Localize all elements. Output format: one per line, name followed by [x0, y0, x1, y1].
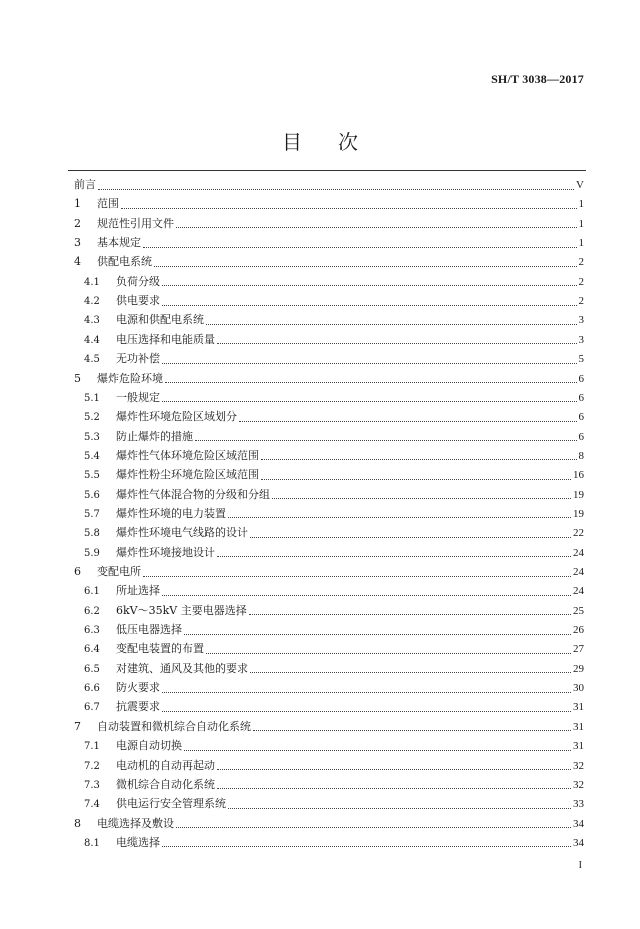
toc-entry-title: 一般规定	[116, 390, 160, 404]
toc-entry-title: 防火要求	[116, 681, 160, 695]
toc-entry-title: 前言	[74, 178, 96, 191]
toc-entry-number: 6	[74, 565, 81, 578]
toc-entry-page: 3	[578, 314, 584, 327]
toc-leader-dots	[249, 604, 571, 615]
toc-entry-number: 7.1	[84, 741, 100, 753]
toc-entry-page: 22	[573, 527, 584, 540]
toc-entry[interactable]	[84, 679, 584, 697]
toc-leader-dots	[261, 449, 577, 460]
toc-entry-page: 26	[573, 624, 584, 637]
toc-entry-page: 3	[578, 333, 584, 346]
toc-entry-page: 31	[573, 740, 584, 753]
toc-entry-page: 34	[573, 836, 584, 849]
toc-entry-page: 19	[573, 488, 584, 501]
toc-entry-page: 1	[578, 237, 584, 250]
page-number: I	[578, 860, 582, 871]
toc-entry[interactable]	[84, 776, 584, 794]
toc-top-rule	[68, 170, 586, 171]
toc-entry-page: 31	[573, 701, 584, 714]
toc-entry-number: 4.2	[84, 296, 100, 308]
toc-entry-page: 19	[573, 507, 584, 520]
toc-entry[interactable]	[84, 698, 584, 716]
toc-entry[interactable]	[84, 505, 584, 523]
toc-entry-page: 8	[578, 449, 584, 462]
toc-entry[interactable]	[84, 486, 584, 504]
toc-entry-title: 爆炸性粉尘环境危险区域范围	[116, 468, 259, 482]
toc-entry-page: 24	[573, 566, 584, 578]
toc-entry-number: 6.1	[84, 586, 100, 598]
toc-entry[interactable]	[84, 834, 584, 852]
toc-leader-dots	[154, 256, 577, 267]
toc-entry-page: 1	[578, 217, 584, 230]
page-title: 目次	[282, 130, 394, 154]
toc-leader-dots	[143, 237, 577, 248]
toc-entry-title: 6kV～35kV 主要电器选择	[116, 603, 247, 617]
toc-entry-title: 电源自动切换	[116, 739, 182, 753]
toc-leader-dots	[162, 275, 577, 286]
toc-entry-title: 供电运行安全管理系统	[116, 797, 226, 811]
toc-leader-dots	[250, 527, 571, 538]
toc-entry[interactable]	[84, 582, 584, 600]
toc-entry[interactable]	[84, 757, 584, 775]
toc-leader-dots	[239, 411, 577, 422]
toc-leader-dots	[217, 546, 571, 557]
toc-leader-dots	[162, 353, 577, 364]
toc-leader-dots	[176, 217, 577, 228]
toc-entry-page: 24	[573, 585, 584, 598]
toc-entry-page: 25	[573, 604, 584, 617]
toc-entry-page: 6	[578, 372, 584, 385]
toc-leader-dots	[165, 372, 577, 383]
toc-entry-number: 5.6	[84, 489, 100, 501]
toc-entry-title: 电源和供配电系统	[116, 313, 204, 327]
toc-entry[interactable]	[74, 370, 584, 388]
toc-entry-number: 5.1	[84, 392, 100, 404]
toc-leader-dots	[184, 624, 571, 635]
toc-entry-title: 无功补偿	[116, 352, 160, 366]
toc-leader-dots	[253, 720, 571, 731]
toc-entry[interactable]	[84, 292, 584, 310]
toc-entry-page: 6	[578, 391, 584, 404]
toc-entry[interactable]	[84, 273, 584, 291]
toc-entry-number: 7.2	[84, 760, 100, 772]
toc-leader-dots	[261, 469, 571, 480]
toc-entry-title: 所址选择	[116, 584, 160, 598]
toc-entry-title: 对建筑、通风及其他的要求	[116, 661, 248, 675]
toc-leader-dots	[176, 817, 571, 828]
toc-leader-dots	[195, 430, 577, 441]
toc-entry-number: 5.3	[84, 431, 100, 443]
toc-entry-title: 爆炸性环境电气线路的设计	[116, 526, 248, 540]
toc-leader-dots	[162, 701, 571, 712]
toc-entry-title: 变配电装置的布置	[116, 642, 204, 656]
toc-entry-page: 6	[578, 430, 584, 443]
toc-entry-title: 基本规定	[97, 236, 141, 250]
toc-entry-title: 电动机的自动再起动	[116, 758, 215, 772]
toc-entry[interactable]	[74, 215, 584, 233]
toc-entry-page: 16	[573, 469, 584, 482]
toc-entry-title: 规范性引用文件	[97, 216, 174, 230]
toc-entry-title: 爆炸性气体环境危险区域范围	[116, 448, 259, 462]
toc-entry-page: 27	[573, 643, 584, 656]
toc-entry[interactable]	[84, 389, 584, 407]
toc-entry[interactable]	[74, 815, 584, 833]
toc-entry[interactable]	[84, 447, 584, 465]
toc-entry-page: 29	[573, 662, 584, 675]
toc-entry-page: 2	[578, 256, 584, 269]
document-code: SH/T 3038—2017	[491, 72, 584, 86]
toc-entry-page: 2	[578, 275, 584, 288]
toc-leader-dots	[228, 798, 571, 809]
toc-entry[interactable]	[74, 253, 584, 271]
toc-entry-page: 32	[573, 778, 584, 791]
toc-entry-number: 8.1	[84, 837, 100, 849]
toc-leader-dots	[217, 759, 571, 770]
toc-entry-title: 抗震要求	[116, 700, 160, 714]
toc-entry-page: 6	[578, 411, 584, 424]
toc-leader-dots	[250, 662, 571, 673]
toc-entry-title: 供电要求	[116, 294, 160, 308]
toc-entry-title: 供配电系统	[97, 255, 152, 269]
toc-leader-dots	[162, 295, 577, 306]
toc-entry-title: 低压电器选择	[116, 623, 182, 637]
toc-entry[interactable]	[84, 795, 584, 813]
toc-entry[interactable]	[84, 408, 584, 426]
toc-entry-number: 2	[74, 216, 81, 230]
toc-entry-number: 6.5	[84, 663, 100, 675]
toc-entry-number: 5.2	[84, 412, 100, 424]
toc-entry-number: 6.3	[84, 625, 100, 637]
toc-entry-title: 范围	[97, 197, 119, 211]
toc-entry-title: 自动装置和微机综合自动化系统	[97, 719, 251, 733]
toc-leader-dots	[162, 585, 571, 596]
toc-entry-page: V	[576, 179, 584, 191]
toc-entry-page: 34	[573, 817, 584, 830]
toc-entry-title: 负荷分级	[116, 274, 160, 288]
toc-entry-page: 5	[578, 353, 584, 366]
toc-leader-dots	[143, 566, 571, 577]
toc-entry-number: 4	[74, 255, 81, 269]
toc-entry[interactable]	[84, 640, 584, 658]
toc-entry-page: 24	[573, 546, 584, 559]
toc-leader-dots	[206, 643, 571, 654]
toc-entry-number: 7.3	[84, 779, 100, 791]
toc-entry-page: 2	[578, 295, 584, 308]
toc-entry-title: 微机综合自动化系统	[116, 777, 215, 791]
toc-entry[interactable]	[84, 737, 584, 755]
toc-entry[interactable]	[84, 311, 584, 329]
toc-entry[interactable]	[84, 660, 584, 678]
toc-entry[interactable]	[84, 428, 584, 446]
toc-entry[interactable]	[84, 466, 584, 484]
toc-entry-number: 5	[74, 371, 81, 385]
toc-leader-dots	[162, 836, 571, 847]
toc-entry[interactable]	[74, 195, 584, 213]
toc-entry-title: 变配电所	[97, 565, 141, 578]
toc-entry-number: 6.7	[84, 702, 100, 714]
toc-leader-dots	[206, 314, 577, 325]
toc-entry-number: 5.9	[84, 547, 100, 559]
toc-entry[interactable]	[84, 331, 584, 349]
toc-leader-dots	[217, 778, 571, 789]
toc-entry-title: 电缆选择	[116, 835, 160, 849]
toc-entry-number: 8	[74, 816, 81, 830]
toc-entry-page: 30	[573, 682, 584, 695]
toc-entry-title: 防止爆炸的措施	[116, 429, 193, 443]
toc-entry-title: 爆炸性环境危险区域划分	[116, 410, 237, 424]
toc-entry-number: 5.8	[84, 528, 100, 540]
toc-entry[interactable]	[74, 176, 584, 194]
toc-entry-title: 爆炸性气体混合物的分级和分组	[116, 487, 270, 501]
toc-entry-number: 5.7	[84, 508, 100, 520]
toc-leader-dots	[162, 391, 577, 402]
toc-leader-dots	[184, 740, 571, 751]
toc-entry-number: 3	[74, 236, 81, 250]
toc-entry-number: 4.5	[84, 354, 100, 366]
toc-entry-number: 6.2	[84, 605, 100, 617]
toc-entry-title: 爆炸性环境接地设计	[116, 545, 215, 559]
toc-leader-dots	[98, 179, 574, 190]
toc-entry[interactable]	[74, 234, 584, 252]
toc-entry-number: 4.1	[84, 276, 100, 288]
toc-entry-page: 31	[573, 720, 584, 733]
toc-entry[interactable]	[84, 350, 584, 368]
toc-entry-number: 1	[74, 197, 81, 211]
toc-entry-number: 7.4	[84, 799, 100, 811]
toc-entry-title: 电压选择和电能质量	[116, 332, 215, 346]
toc-entry-page: 1	[578, 198, 584, 211]
toc-leader-dots	[162, 682, 571, 693]
toc-leader-dots	[228, 507, 571, 518]
toc-entry-number: 4.4	[84, 334, 100, 346]
toc-entry-number: 5.5	[84, 470, 100, 482]
toc-entry[interactable]	[74, 718, 584, 736]
toc-leader-dots	[121, 198, 577, 209]
toc-entry-number: 6.6	[84, 683, 100, 695]
toc-entry-page: 33	[573, 798, 584, 811]
toc-entry-title: 爆炸性环境的电力装置	[116, 506, 226, 520]
toc-entry[interactable]	[74, 563, 584, 581]
toc-entry-number: 6.4	[84, 644, 100, 656]
toc-entry-title: 爆炸危险环境	[97, 371, 163, 385]
toc-entry-number: 5.4	[84, 450, 100, 462]
toc-entry[interactable]	[84, 602, 584, 620]
toc-leader-dots	[272, 488, 571, 499]
toc-entry[interactable]	[84, 544, 584, 562]
toc-entry[interactable]	[84, 524, 584, 542]
toc-leader-dots	[217, 333, 577, 344]
toc-entry[interactable]	[84, 621, 584, 639]
toc-entry-page: 32	[573, 759, 584, 772]
toc-entry-number: 4.3	[84, 315, 100, 327]
toc-entry-number: 7	[74, 719, 81, 733]
toc-entry-title: 电缆选择及敷设	[97, 816, 174, 830]
